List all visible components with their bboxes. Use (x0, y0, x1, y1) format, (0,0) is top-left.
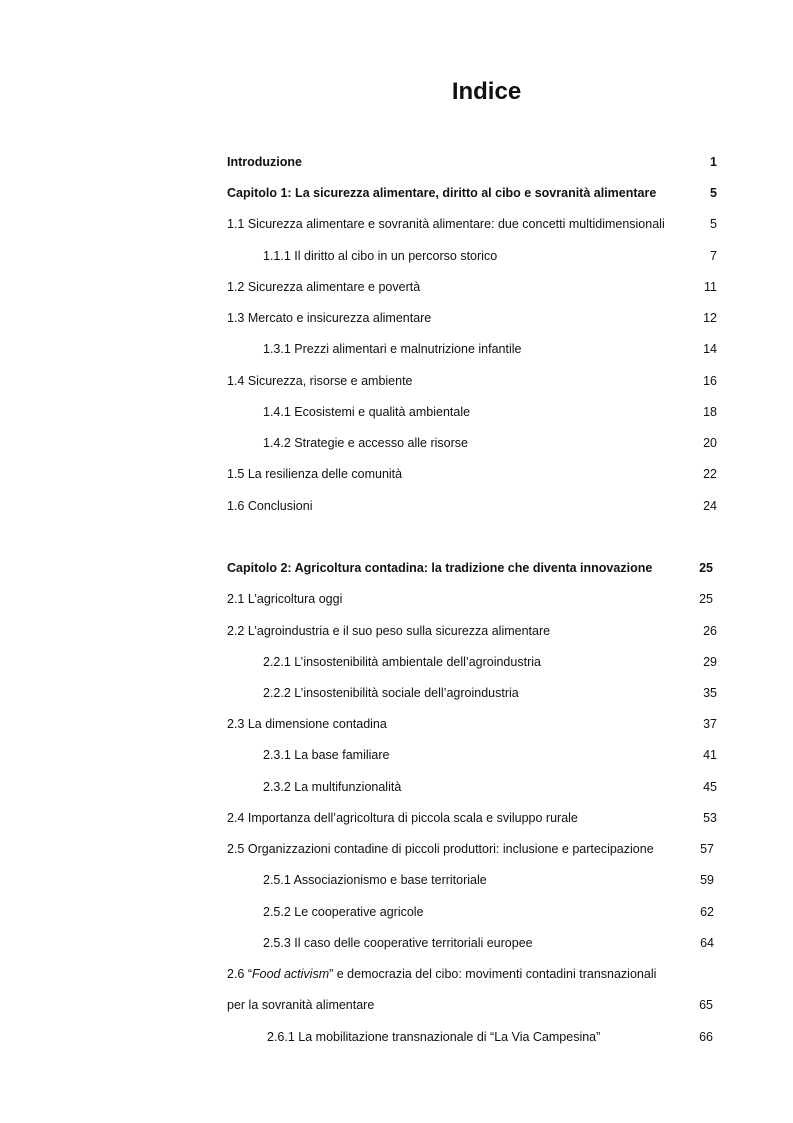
toc-entry-label: 1.4.1 Ecosistemi e qualità ambientale (263, 405, 471, 419)
toc-entry-1-3-1[interactable] (227, 340, 717, 358)
toc-entry-2-5[interactable] (227, 840, 717, 858)
toc-entry-label: 1.5 La resilienza delle comunità (227, 467, 403, 481)
toc-entry-page: 41 (703, 748, 717, 762)
toc-entry-page: 26 (703, 624, 717, 638)
toc-entry-label: 2.5.3 Il caso delle cooperative territoriali europee (263, 936, 533, 950)
toc-entry-label: Capitolo 1: La sicurezza alimentare, diritto al cibo e sovranità alimentare (227, 186, 657, 200)
toc-entry-label: 2.5.1 Associazionismo e base territoriale (263, 873, 487, 887)
toc-entry-label: 1.3 Mercato e insicurezza alimentare (227, 311, 432, 325)
toc-entry-page: 20 (703, 436, 717, 450)
toc-entry-2-6-1[interactable] (227, 1028, 717, 1046)
toc-entry-2-1[interactable] (227, 590, 717, 608)
toc-entry-page: 1 (710, 155, 717, 169)
toc-entry-2-6[interactable] (227, 965, 717, 983)
toc-entry-2-6-cont[interactable] (227, 996, 717, 1014)
toc-entry-page: 62 (700, 905, 714, 919)
toc-entry-1-4-1[interactable] (227, 403, 717, 421)
toc-entry-page: 11 (704, 280, 717, 294)
toc-entry-label: 1.4.2 Strategie e accesso alle risorse (263, 436, 468, 450)
toc-entry-page: 5 (710, 217, 717, 231)
toc-entry-label: Introduzione (227, 155, 302, 169)
toc-entry-page: 53 (703, 811, 717, 825)
toc-entry-2-2[interactable] (227, 622, 717, 640)
toc-entry-label: 2.5.2 Le cooperative agricole (263, 905, 424, 919)
toc-entry-label: 2.3.1 La base familiare (263, 748, 390, 762)
toc-entry-label: 2.3.2 La multifunzionalità (263, 780, 402, 794)
toc-entry-page: 22 (703, 467, 717, 481)
toc-entry-2-5-2[interactable] (227, 903, 717, 921)
toc-entry-page: 18 (703, 405, 717, 419)
toc-entry-page: 12 (703, 311, 717, 325)
toc-entry-page: 45 (703, 780, 717, 794)
toc-entry-page: 7 (710, 249, 717, 263)
toc-entry-label-pre: 2.6 “ (227, 967, 253, 981)
toc-entry-label: 2.2.2 L’insostenibilità sociale dell’agroindustria (263, 686, 519, 700)
toc-entry-label: 2.3 La dimensione contadina (227, 717, 387, 731)
toc-entry-page: 35 (703, 686, 717, 700)
toc-entry-label: 1.1 Sicurezza alimentare e sovranità alimentare: due concetti multidimensionali (227, 217, 665, 231)
toc-entry-page: 14 (703, 342, 717, 356)
toc-entry-label: 1.1.1 Il diritto al cibo in un percorso storico (263, 249, 498, 263)
toc-entry-capitolo-2[interactable] (227, 559, 717, 577)
toc-entry-label: 2.2 L’agroindustria e il suo peso sulla sicurezza alimentare (227, 624, 551, 638)
toc-entry-label: 2.4 Importanza dell’agricoltura di piccola scala e sviluppo rurale (227, 811, 578, 825)
toc-entry-label-post: ” e democrazia del cibo: movimenti contadini transnazionali (329, 967, 657, 981)
toc-entry-2-4[interactable] (227, 809, 717, 827)
toc-entry-2-3-1[interactable] (227, 746, 717, 764)
page-title: Indice (451, 78, 522, 105)
toc-entry-page: 65 (699, 998, 713, 1012)
toc-entry-capitolo-1[interactable] (227, 184, 717, 202)
toc-entry-1-4-2[interactable] (227, 434, 717, 452)
toc-entry-label: Capitolo 2: Agricoltura contadina: la tradizione che diventa innovazione (227, 561, 653, 575)
toc-entry-label: 1.2 Sicurezza alimentare e povertà (227, 280, 421, 294)
toc-entry-label: 1.6 Conclusioni (227, 499, 313, 513)
toc-entry-1-5[interactable] (227, 465, 717, 483)
toc-entry-page: 66 (699, 1030, 713, 1044)
toc-entry-label-emphasis: Food activism (252, 967, 330, 981)
toc-entry-page: 59 (700, 873, 714, 887)
toc-entry-1-1-1[interactable] (227, 247, 717, 265)
toc-entry-page: 57 (700, 842, 714, 856)
toc-entry-2-2-1[interactable] (227, 653, 717, 671)
toc-entry-2-5-1[interactable] (227, 871, 717, 889)
toc-entry-label: 1.4 Sicurezza, risorse e ambiente (227, 374, 413, 388)
toc-entry-1-3[interactable] (227, 309, 717, 327)
toc-entry-page: 5 (710, 186, 717, 200)
toc-entry-label: 1.3.1 Prezzi alimentari e malnutrizione infantile (263, 342, 522, 356)
toc-entry-page: 37 (703, 717, 717, 731)
toc-entry-label: 2.6.1 La mobilitazione transnazionale di “La Via Campesina” (267, 1030, 601, 1044)
toc-entry-label: 2.5 Organizzazioni contadine di piccoli produttori: inclusione e partecipazione (227, 842, 654, 856)
toc-entry-1-4[interactable] (227, 372, 717, 390)
toc-entry-page: 64 (700, 936, 714, 950)
toc-entry-label: 2.2.1 L’insostenibilità ambientale dell’agroindustria (263, 655, 541, 669)
toc-entry-page: 24 (703, 499, 717, 513)
toc-entry-2-5-3[interactable] (227, 934, 717, 952)
toc-entry-label: per la sovranità alimentare (227, 998, 375, 1012)
toc-entry-label: 2.1 L’agricoltura oggi (227, 592, 343, 606)
toc-entry-label (227, 965, 656, 983)
toc-entry-page: 25 (699, 561, 713, 575)
toc-entry-introduzione[interactable] (227, 153, 717, 171)
toc-entry-page: 25 (699, 592, 713, 606)
toc-entry-2-3[interactable] (227, 715, 717, 733)
toc-entry-2-3-2[interactable] (227, 778, 717, 796)
toc-entry-1-1[interactable] (227, 215, 717, 233)
toc-entry-page: 29 (703, 655, 717, 669)
toc-entry-1-6[interactable] (227, 497, 717, 515)
toc-entry-1-2[interactable] (227, 278, 717, 296)
toc-entry-page: 16 (703, 374, 717, 388)
toc-entry-2-2-2[interactable] (227, 684, 717, 702)
